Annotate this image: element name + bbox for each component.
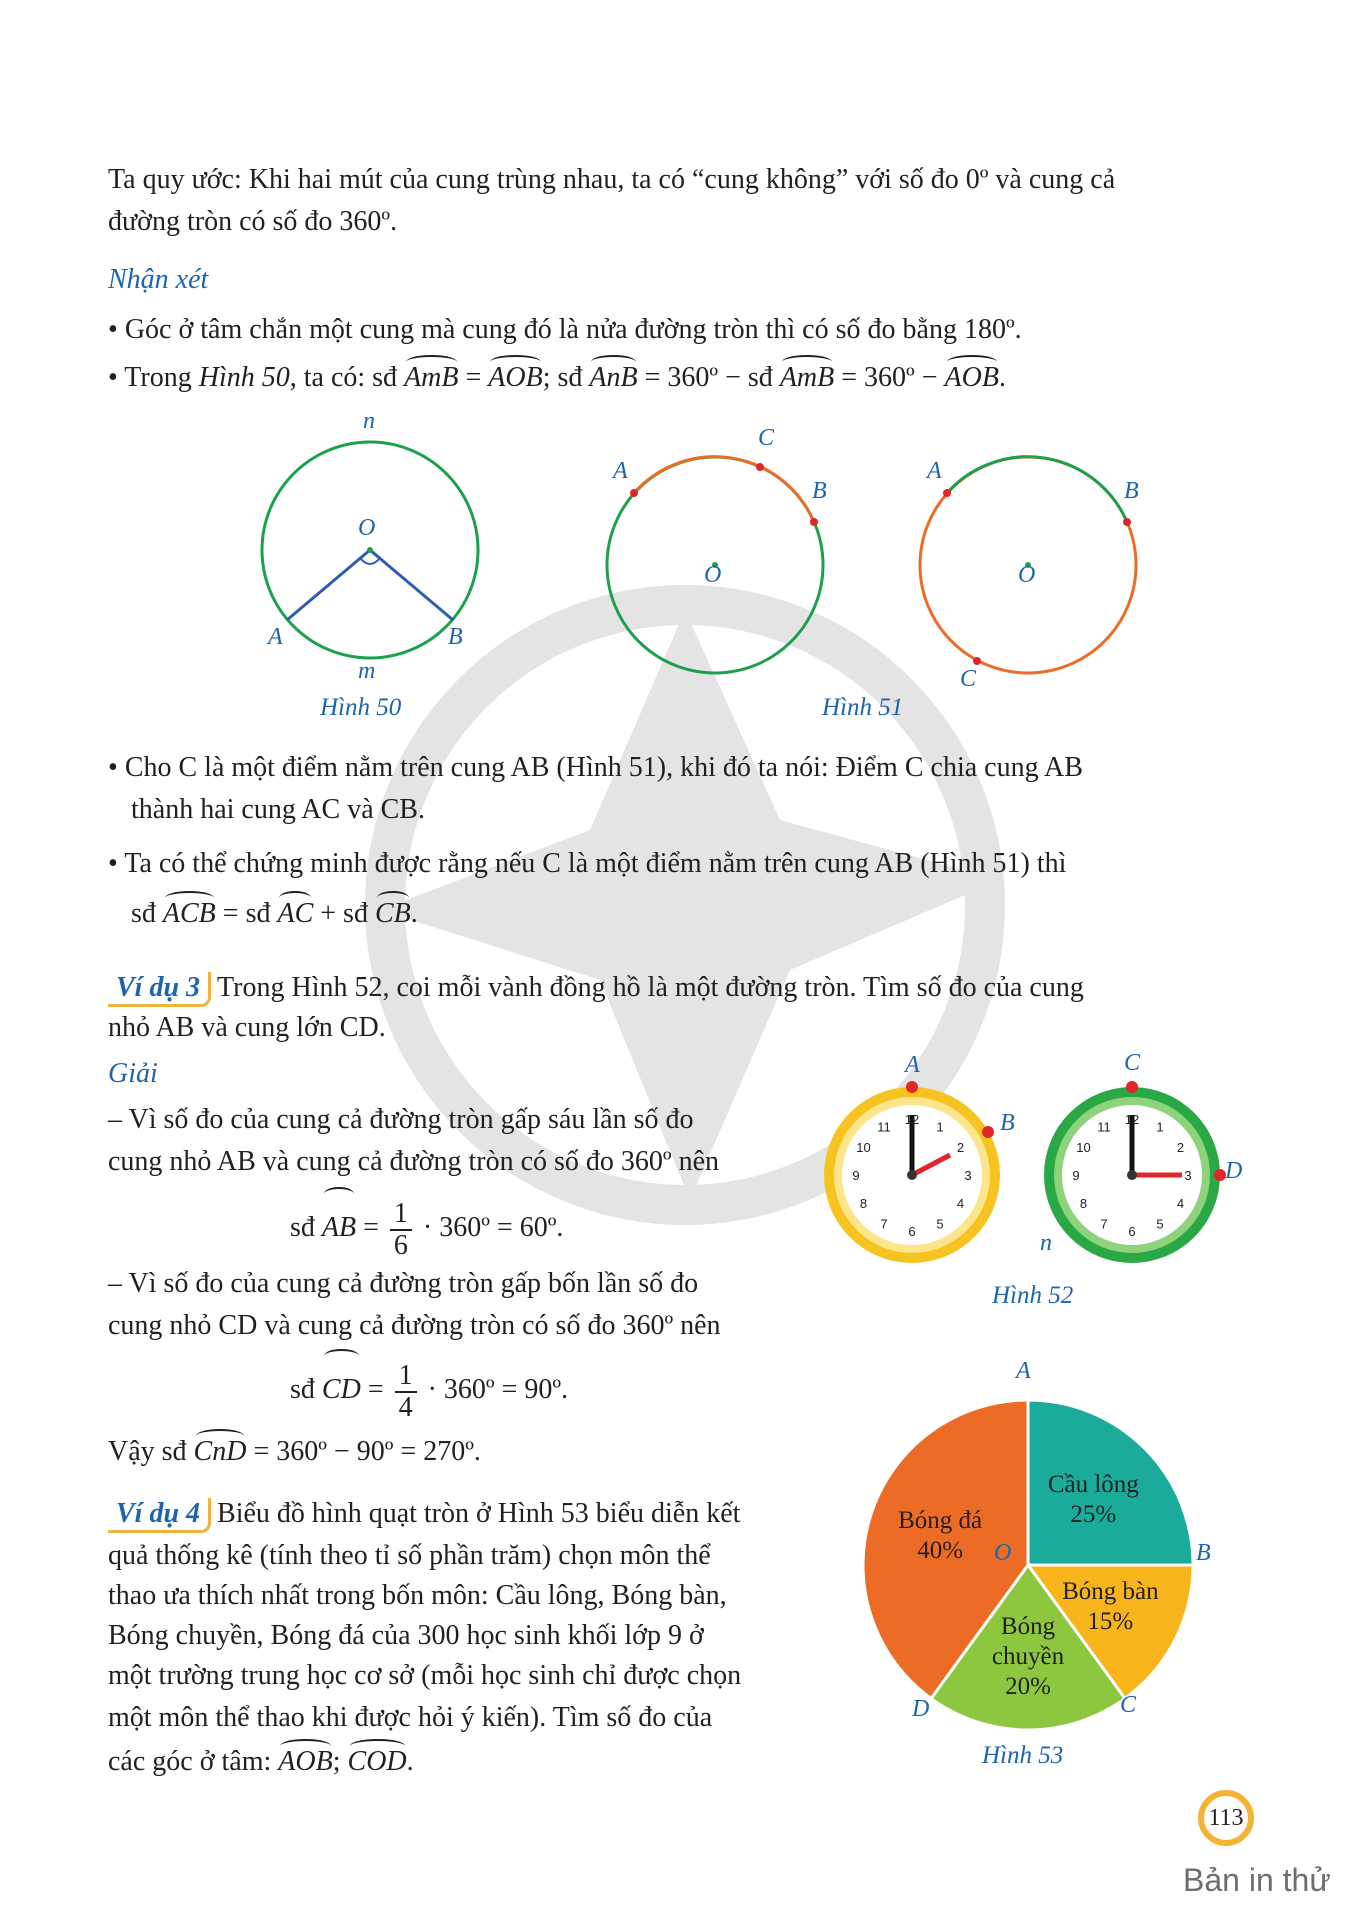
pie-slice-label: Cầu lông 25% [1047,1470,1139,1528]
clock-number: 4 [1176,1196,1185,1211]
clock-number: 2 [1176,1140,1185,1155]
pie-slice-label: Bóng đá 40% [898,1507,983,1565]
section-heading-nhan-xet: Nhận xét [108,264,209,295]
fig51-right-label-B: B [1124,478,1139,504]
fig52-label-n: n [1040,1230,1052,1256]
bullet-3-line-2: thành hai cung AC và CB. [131,794,425,825]
example-4-line-5: một trường trung học cơ sở (mỗi học sinh chỉ được chọn [108,1660,742,1691]
clock-number: 6 [908,1224,916,1239]
convention-line-2: đường tròn có số đo 360º. [108,206,398,237]
fig51-caption: Hình 51 [822,694,904,721]
page-number: 113 [1198,1790,1254,1846]
clock-number: 7 [880,1216,888,1232]
clock-number: 12 [1124,1112,1140,1127]
example-3-line-2: nhỏ AB và cung lớn CD. [108,1012,386,1043]
fig51-left-label-C: C [758,425,775,451]
pie-slice-label: Bóng chuyền 20% [991,1613,1065,1701]
clock-number: 10 [856,1140,871,1155]
bullet-1: • Góc ở tâm chắn một cung mà cung đó là nửa đường tròn thì có số đo bằng 180º. [108,314,1022,345]
fig53-caption: Hình 53 [982,1742,1064,1769]
clock-number: 9 [1072,1168,1080,1183]
bullet-4-line-1: • Ta có thể chứng minh được rằng nếu C là một điểm nằm trên cung AB (Hình 51) thì [108,848,1067,879]
fig52-label-A: A [905,1052,920,1078]
fig50-label-m: m [358,658,376,684]
fig51-right-label-C: C [960,666,977,692]
convention-line-1: Ta quy ước: Khi hai mút của cung trùng nhau, ta có “cung không” với số đo 0º và cung cả [108,164,1116,195]
fig52-label-D: D [1225,1158,1243,1184]
clock-number: 9 [852,1168,860,1183]
example-4-label: Ví dụ 4 [108,1498,211,1533]
example-4-line-1: Ví dụ 4 Biểu đồ hình quạt tròn ở Hình 53 biểu diễn kết [108,1494,740,1534]
clock-number: 6 [1128,1224,1136,1239]
example-3-line-1: Ví dụ 3 Trong Hình 52, coi mỗi vành đồng hồ là một đường tròn. Tìm số đo của cung [108,968,1084,1008]
clock-number: 11 [877,1119,891,1135]
fig50-label-A: A [268,624,283,650]
print-proof-label: Bản in thử [1183,1862,1331,1898]
clock-number: 1 [1156,1119,1164,1135]
clock-number: 5 [1156,1216,1164,1232]
example-4-line-2: quả thống kê (tính theo tỉ số phần trăm) chọn môn thể [108,1540,711,1571]
bullet-2: • Trong Hình 50, ta có: sđ AmB = AOB; sđ AnB = 360º − sđ AmB = 360º − AOB. [108,358,1006,398]
example-4-line-3: thao ưa thích nhất trong bốn môn: Cầu lông, Bóng bàn, [108,1580,727,1611]
fig50-label-n: n [363,408,375,434]
solution-heading: Giải [108,1058,158,1089]
bullet-4-formula: sđ ACB = sđ AC + sđ CB. [131,894,418,934]
example-4-line-4: Bóng chuyền, Bóng đá của 300 học sinh khối lớp 9 ở [108,1620,704,1651]
figure-52-clocks [820,1080,1243,1280]
solution-line-2: cung nhỏ AB và cung cả đường tròn có số đo 360º nên [108,1146,720,1177]
example-4-line-6: một môn thể thao khi được hỏi ý kiến). Tìm số đo của [108,1702,713,1733]
clock-number: 8 [1079,1196,1088,1211]
fig53-label-C: C [1120,1692,1137,1718]
fig51-right-label-O: O [1018,562,1036,588]
clock-number: 7 [1100,1216,1108,1232]
fig50-label-O: O [358,515,376,541]
clock-number: 3 [964,1168,972,1183]
fig53-label-O: O [994,1540,1012,1566]
solution-line-1: – Vì số đo của cung cả đường tròn gấp sáu lần số đo [108,1104,694,1135]
clock-number: 8 [859,1196,868,1211]
bullet-3-line-1: • Cho C là một điểm nằm trên cung AB (Hình 51), khi đó ta nói: Điểm C chia cung AB [108,752,1083,783]
fig52-label-C: C [1124,1050,1141,1076]
clock-number: 12 [904,1112,920,1127]
fig53-label-B: B [1196,1540,1211,1566]
fig53-label-D: D [912,1696,930,1722]
solution-line-3: – Vì số đo của cung cả đường tròn gấp bốn lần số đo [108,1268,699,1299]
fig51-left-label-B: B [812,478,827,504]
example-4-line-7: các góc ở tâm: AOB; COD. [108,1742,414,1782]
solution-line-4: cung nhỏ CD và cung cả đường tròn có số đo 360º nên [108,1310,721,1341]
fig51-right-label-A: A [927,458,942,484]
fig50-caption: Hình 50 [320,694,402,721]
clock-number: 1 [936,1119,944,1135]
clock-number: 5 [936,1216,944,1232]
clock-number: 3 [1184,1168,1192,1183]
fig50-label-B: B [448,624,463,650]
clock-number: 10 [1076,1140,1091,1155]
fig52-caption: Hình 52 [992,1282,1074,1309]
solution-conclusion: Vậy sđ CnD = 360º − 90º = 270º. [108,1432,481,1472]
example-3-label: Ví dụ 3 [108,972,211,1007]
fig51-left-label-A: A [613,458,628,484]
fig53-label-A: A [1016,1358,1031,1384]
solution-formula-2: sđ CD = $\frac{1}{4}$ · 360º = 90º. [290,1352,568,1428]
fig52-label-B: B [1000,1110,1015,1136]
fig51-left-label-O: O [704,562,722,588]
solution-formula-1: sđ AB = $\frac{1}{6}$ · 360º = 60º. [290,1190,563,1266]
pie-slice-label: Bóng bàn 15% [1062,1577,1159,1635]
clock-number: 2 [956,1140,965,1155]
clock-number: 4 [956,1196,965,1211]
clock-number: 11 [1097,1119,1111,1135]
